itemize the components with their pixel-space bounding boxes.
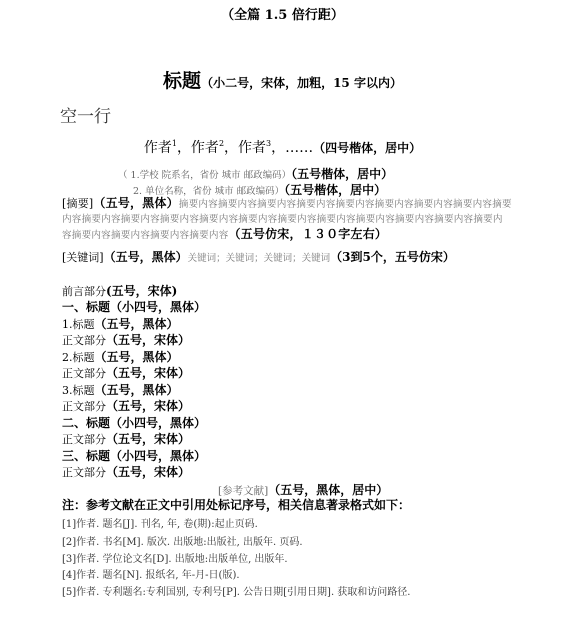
- reference-item: [1]作者. 题名[J]. 刊名, 年, 卷(期):起止页码.: [62, 519, 258, 530]
- abstract-block: [62, 196, 512, 243]
- author-1: 作者: [143, 140, 172, 156]
- body-item-label: 1.标题: [62, 318, 95, 331]
- body-item-note: (五号，宋体): [106, 284, 178, 298]
- title-row: [0, 66, 565, 93]
- authors-format-note: （四号楷体，居中）: [313, 141, 422, 155]
- reference-item: [3]作者. 学位论文名[D]. 出版地:出版单位, 出版年.: [62, 554, 288, 565]
- keywords-text: 关键词；关键词；关键词；关键词: [187, 253, 331, 264]
- body-item-note: （五号，宋体）: [106, 399, 191, 413]
- references-heading-label: [参考文献]: [218, 485, 269, 497]
- title-format-note: （小二号，宋体，加粗，15 字以内）: [201, 76, 402, 90]
- author-etc: ，……: [271, 140, 314, 156]
- line-spacing-note: （全篇 1.5 倍行距）: [221, 8, 344, 23]
- body-item-label: 正文部分: [62, 400, 106, 413]
- affiliation-1-note: （五号楷体，居中）: [291, 167, 394, 181]
- body-item-label: 前言部分: [62, 285, 106, 298]
- affiliation-2-text: 2. 单位名称，省份 城市 邮政编码）: [133, 186, 285, 197]
- author-3: ，作者: [224, 140, 267, 156]
- author-2: ，作者: [176, 140, 219, 156]
- abstract-end-note: （五号仿宋，１３０字左右）: [228, 227, 388, 241]
- title-text: 标题: [163, 70, 202, 92]
- affiliation-2-note: （五号楷体，居中）: [284, 183, 387, 197]
- authors-row: [0, 137, 565, 157]
- keywords-label-note: （五号，黑体）: [103, 250, 188, 264]
- body-item-note: （五号，黑体）: [94, 350, 179, 364]
- section-heading-note: （小四号，黑体）: [110, 449, 207, 463]
- blank-line-label: 空一行: [60, 107, 111, 127]
- body-item-label: 3.标题: [62, 384, 95, 397]
- reference-item: [4]作者. 题名[N]. 报纸名, 年-月-日(版).: [62, 570, 240, 581]
- section-heading-note: （小四号，黑体）: [110, 300, 207, 314]
- keywords-row: [62, 246, 455, 265]
- references-heading-note: （五号，黑体，居中）: [268, 483, 389, 497]
- body-item-label: 正文部分: [62, 367, 106, 380]
- author-3-sup: 3: [266, 139, 272, 148]
- abstract-label-note: （五号，黑体）: [93, 196, 179, 210]
- references-format-note: 注：参考文献在正文中引用处标记序号，相关信息著录格式如下：: [62, 498, 411, 512]
- section-heading-note: （小四号，黑体）: [110, 416, 207, 430]
- section-heading-label: 一、标题: [62, 300, 111, 314]
- abstract-label: [摘要]: [62, 197, 94, 210]
- affiliation-1-text: （ 1.学校 院系名，省份 城市 邮政编码）: [118, 170, 292, 181]
- author-2-sup: 2: [218, 139, 225, 148]
- body-item: [62, 461, 190, 480]
- body-item-note: （五号，宋体）: [106, 465, 191, 479]
- body-item-label: 正文部分: [62, 466, 106, 479]
- body-item-note: （五号，宋体）: [106, 333, 191, 347]
- section-heading-label: 二、标题: [62, 416, 111, 430]
- body-item-note: （五号，宋体）: [106, 366, 191, 380]
- author-1-sup: 1: [171, 139, 177, 148]
- body-item-note: （五号，黑体）: [94, 317, 179, 331]
- section-heading-label: 三、标题: [62, 449, 111, 463]
- body-item-note: （五号，黑体）: [94, 383, 179, 397]
- body-item-label: 2.标题: [62, 351, 95, 364]
- keywords-end-note: （3到5个，五号仿宋）: [330, 250, 455, 264]
- reference-item: [5]作者. 专利题名:专利国别, 专利号[P]. 公告日期[引用日期]. 获取和访问路径.: [62, 587, 411, 598]
- reference-item: [2]作者. 书名[M]. 版次. 出版地:出版社, 出版年. 页码.: [62, 537, 303, 548]
- keywords-label: [关键词]: [62, 251, 104, 264]
- body-item-label: 正文部分: [62, 433, 106, 446]
- body-item-note: （五号，宋体）: [106, 432, 191, 446]
- abstract-text: 摘要内容摘要内容摘要内容摘要内容摘要内容摘要内容摘要内容摘要内容摘要内容摘要内容摘要内容摘要内容摘要内容摘要内容摘要内容摘要内容摘要内容摘要内容摘要内容摘要内容摘要内容摘要内容摘要内容摘要内容: [62, 199, 512, 241]
- body-item-label: 正文部分: [62, 334, 106, 347]
